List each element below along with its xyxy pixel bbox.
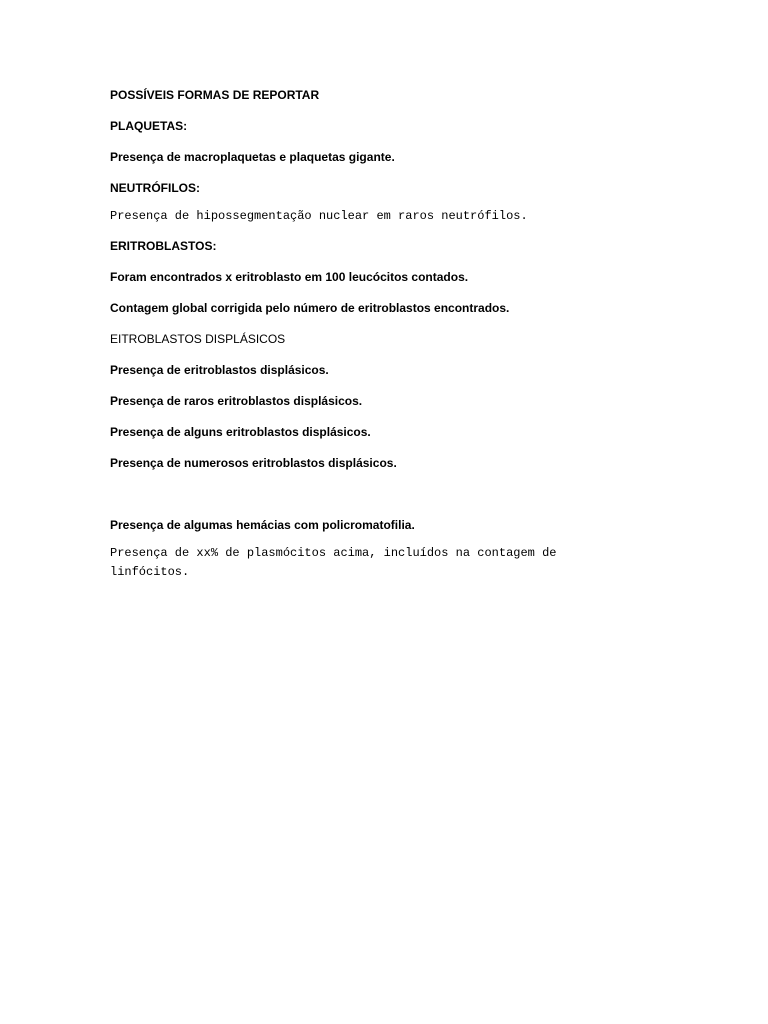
eritroblastos-heading: ERITROBLASTOS: — [110, 239, 217, 253]
displasicos-item: Presença de eritroblastos displásicos. — [110, 363, 329, 377]
plaquetas-heading: PLAQUETAS: — [110, 119, 188, 133]
displasicos-item: Presença de raros eritroblastos displásicos. — [110, 394, 363, 408]
neutrofilos-text: Presença de hipossegmentação nuclear em raros neutrófilos. — [110, 209, 528, 223]
eritroblastos-text-1: Foram encontrados x eritroblasto em 100 leucócitos contados. — [110, 270, 469, 284]
eritroblastos-text-2: Contagem global corrigida pelo número de eritroblastos encontrados. — [110, 301, 510, 315]
plaquetas-text: Presença de macroplaquetas e plaquetas gigante. — [110, 150, 395, 164]
displasicos-heading: EITROBLASTOS DISPLÁSICOS — [110, 332, 286, 346]
policromatofilia-text: Presença de algumas hemácias com policromatofilia. — [110, 518, 415, 532]
displasicos-item: Presença de numerosos eritroblastos displásicos. — [110, 456, 397, 470]
document-title: POSSÍVEIS FORMAS DE REPORTAR — [110, 88, 320, 102]
neutrofilos-heading: NEUTRÓFILOS: — [110, 181, 200, 195]
displasicos-item: Presença de alguns eritroblastos displásicos. — [110, 425, 371, 439]
plasmocitos-text: Presença de xx% de plasmócitos acima, incluídos na contagem de linfócitos. — [110, 546, 557, 579]
